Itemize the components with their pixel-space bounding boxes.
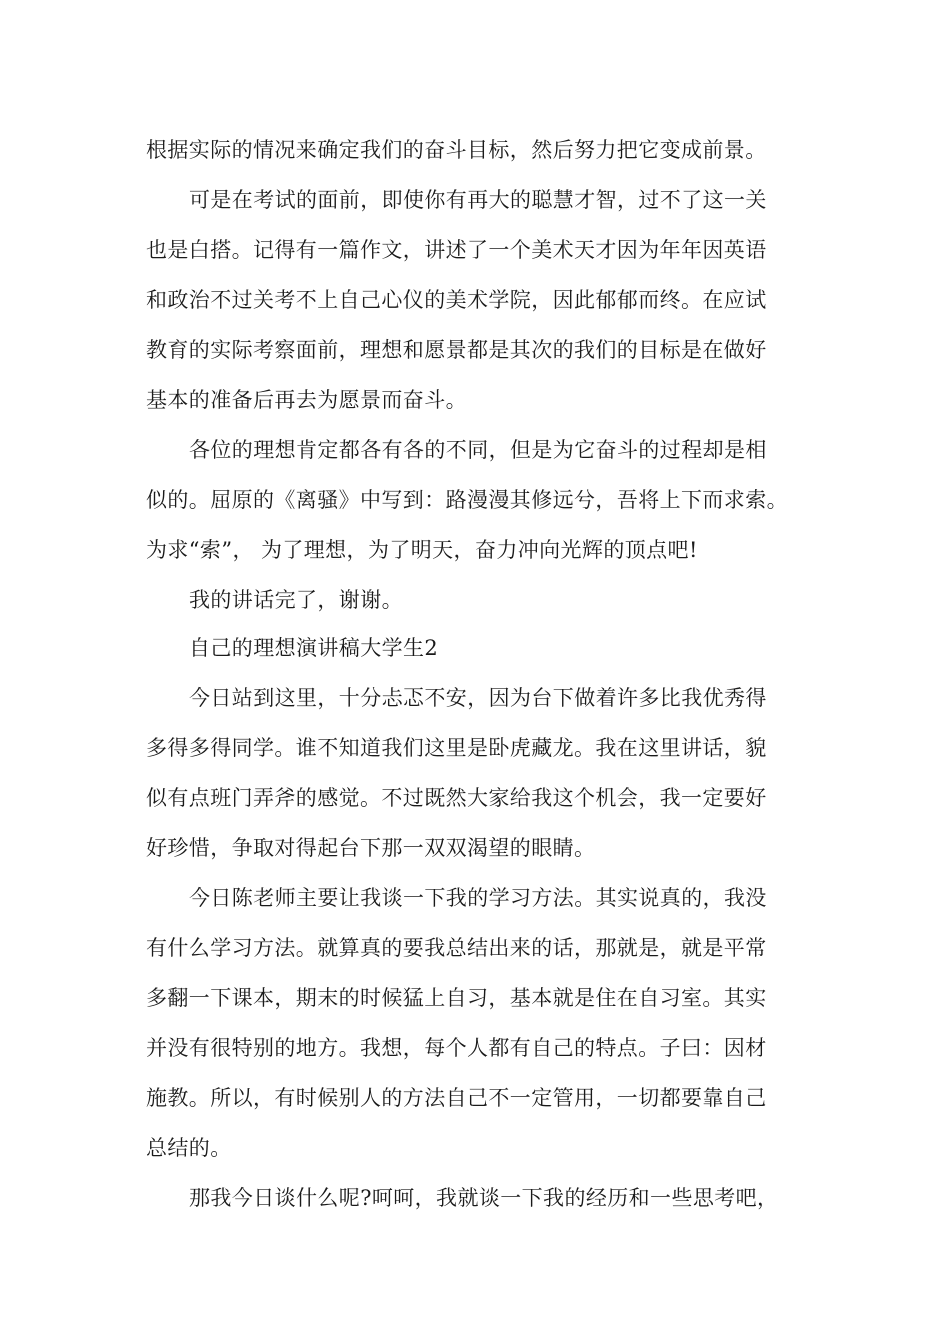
paragraph-first-line: 我的讲话完了，谢谢。 <box>189 588 403 612</box>
text-line: 施教。所以，有时候别人的方法自己不一定管用，一切都要靠自己 <box>146 1086 767 1110</box>
text-line: 和政治不过关考不上自己心仪的美术学院，因此郁郁而终。在应试 <box>146 288 767 312</box>
text-line: 基本的准备后再去为愿景而奋斗。 <box>146 388 467 412</box>
section-heading: 自己的理想演讲稿大学生2 <box>189 636 439 660</box>
text-line: 总结的。 <box>146 1136 232 1160</box>
text-line: 似有点班门弄斧的感觉。不过既然大家给我这个机会，我一定要好 <box>146 786 767 810</box>
text-line: 好珍惜，争取对得起台下那一双双渴望的眼睛。 <box>146 836 596 860</box>
text-line: 多得多得同学。谁不知道我们这里是卧虎藏龙。我在这里讲话，貌 <box>146 736 767 760</box>
paragraph-first-line: 可是在考试的面前，即使你有再大的聪慧才智，过不了这一关 <box>189 188 767 212</box>
text-line: 有什么学习方法。就算真的要我总结出来的话，那就是，就是平常 <box>146 936 767 960</box>
paragraph-first-line: 那我今日谈什么呢?呵呵，我就谈一下我的经历和一些思考吧， <box>189 1186 779 1210</box>
text-line: 并没有很特别的地方。我想，每个人都有自己的特点。子曰：因材 <box>146 1036 767 1060</box>
text-line: 教育的实际考察面前，理想和愿景都是其次的我们的目标是在做好 <box>146 338 767 362</box>
paragraph-first-line: 今日站到这里，十分忐忑不安，因为台下做着许多比我优秀得 <box>189 686 767 710</box>
text-line: 也是白搭。记得有一篇作文，讲述了一个美术天才因为年年因英语 <box>146 238 767 262</box>
text-line: 似的。屈原的《离骚》中写到：路漫漫其修远兮，吾将上下而求索。 <box>146 488 788 512</box>
paragraph-first-line: 各位的理想肯定都各有各的不同，但是为它奋斗的过程却是相 <box>189 438 767 462</box>
text-line: 根据实际的情况来确定我们的奋斗目标，然后努力把它变成前景。 <box>146 138 767 162</box>
text-line: 多翻一下课本，期末的时候猛上自习，基本就是住在自习室。其实 <box>146 986 767 1010</box>
paragraph-first-line: 今日陈老师主要让我谈一下我的学习方法。其实说真的，我没 <box>189 886 767 910</box>
text-line: 为求“索”， 为了理想，为了明天，奋力冲向光辉的顶点吧! <box>146 538 698 562</box>
